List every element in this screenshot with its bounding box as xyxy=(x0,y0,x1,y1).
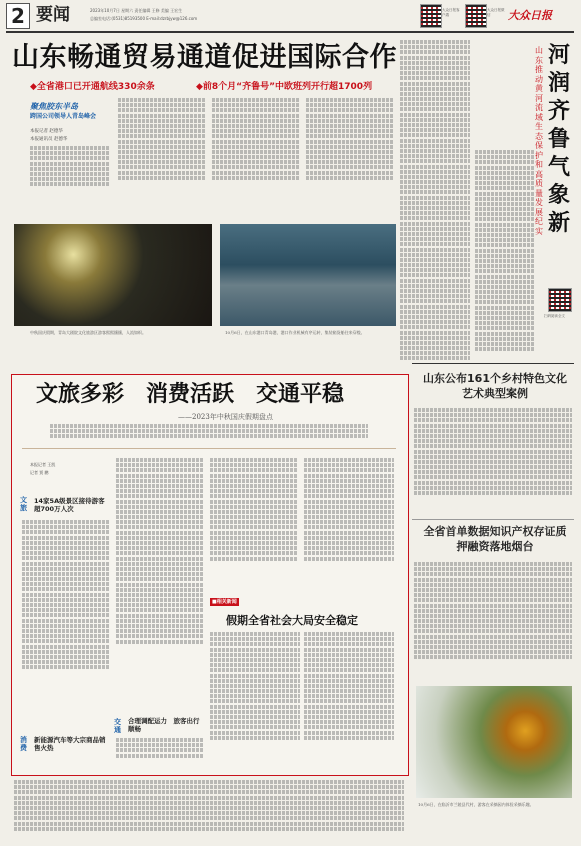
qr-caption-wechat: 大众日报微信 xyxy=(487,8,505,17)
right-rule-2 xyxy=(412,519,574,520)
side-qr-code[interactable] xyxy=(548,288,572,312)
side-body-col2 xyxy=(475,150,535,355)
kicker1-label: 文旅 xyxy=(20,496,27,512)
feature-divider xyxy=(22,448,396,449)
photo-orchard xyxy=(416,686,572,798)
lead-byline-1: 本报记者 赵德华 xyxy=(30,129,63,134)
bullet-icon: ◆ xyxy=(196,82,203,92)
related-title: 假期全省社会大局安全稳定 xyxy=(226,614,358,627)
lead-sub2-text: 前8个月“齐鲁号”中欧班列开行超1700列 xyxy=(202,82,373,92)
date-line: 2023年10月7日 星期六 责任编辑 王修 美编 王宏生 xyxy=(90,8,183,13)
section-name: 要闻 xyxy=(36,5,70,25)
feature-col4-body xyxy=(304,458,394,588)
lead-subhead-2 xyxy=(196,79,372,92)
photo-crowd xyxy=(14,224,212,326)
feature-col3-body xyxy=(210,458,298,588)
side-body-col1 xyxy=(400,40,470,360)
lead-tag: 聚焦胶东半岛 xyxy=(30,102,78,111)
feature-byline: 本报记者 王凯 xyxy=(30,462,56,467)
photo-port xyxy=(220,224,396,326)
feature-col2-tail xyxy=(116,738,204,766)
right-article1-headline: 山东公布161个乡村特色文化艺术典型案例 xyxy=(423,372,567,400)
right-article1-body xyxy=(414,408,572,514)
wechat-qr-code[interactable] xyxy=(465,4,487,28)
related-body-col2 xyxy=(304,632,394,762)
feature-intro xyxy=(50,424,368,444)
app-qr-code[interactable] xyxy=(420,4,442,28)
lead-body-col4 xyxy=(306,98,394,196)
right-rule-1 xyxy=(412,363,574,364)
side-headline: 河润齐鲁气象新 xyxy=(548,43,571,236)
right-article2-body xyxy=(414,562,572,682)
paper-logo: 大众日报 xyxy=(508,9,552,22)
contact-line: 总编室电话:(0531)85193500 E-mail:dzrbjyw@126.com xyxy=(90,16,198,21)
related-tag xyxy=(210,598,239,606)
right-article2-headline: 全省首单数据知识产权存证质押融资落地烟台 xyxy=(423,525,567,553)
side-qr-caption: 扫码阅读全文 xyxy=(544,314,565,318)
lead-body-col2 xyxy=(118,98,206,196)
kicker1-title: 14家5A级景区接待游客超700万人次 xyxy=(34,497,105,513)
masthead-rule xyxy=(6,31,574,33)
kicker2-label: 交通 xyxy=(114,718,121,734)
kicker3-title: 新能源汽车等大宗商品销售火热 xyxy=(34,736,106,752)
feature-editor: 记者 贾 鹏 xyxy=(30,470,49,475)
qr-caption-app: 大众日报客户端 xyxy=(442,8,460,17)
feature-col2-body xyxy=(116,458,204,686)
photo-caption-left: 中秋国庆假期，青岛大剧院文化旅游区游客熙熙攘攘，人流如织。 xyxy=(30,330,146,335)
page-number: 2 xyxy=(6,3,30,29)
lead-headline: 山东畅通贸易通道促进国际合作 xyxy=(12,42,397,73)
lead-sub1-text: 全省港口已开通航线330余条 xyxy=(36,82,155,92)
lead-body-col1 xyxy=(30,146,110,196)
lead-body-col3 xyxy=(212,98,300,196)
photo-caption-right: 10月6日，在山东港口青岛港，港口作业机械有序运转，集装箱货船往来穿梭。 xyxy=(225,330,365,335)
related-tag-text: 相关新闻 xyxy=(216,599,237,605)
lead-subhead-1 xyxy=(30,79,155,92)
right-photo-caption: 10月6日，在临沂市兰陵县代村，游客在采摘园内体验采摘乐趣。 xyxy=(418,802,534,807)
kicker2-title: 合理调配运力 旅客出行顺畅 xyxy=(128,717,200,733)
lead-byline-2: 本报通讯员 赵德华 xyxy=(30,137,68,142)
bottom-left-body xyxy=(14,780,404,840)
related-body-col1 xyxy=(210,632,300,762)
side-subhead: 山东推动黄河流域生态保护和高质量发展纪实 xyxy=(535,46,543,236)
bullet-icon: ◆ xyxy=(30,82,37,92)
feature-col1-body xyxy=(22,520,110,700)
square-icon: ■ xyxy=(212,599,217,605)
feature-subhead: ——2023年中秋国庆假期盘点 xyxy=(178,413,273,421)
lead-tag-sub: 跨国公司领导人青岛峰会 xyxy=(30,113,97,120)
feature-headline: 文旅多彩 消费活跃 交通平稳 xyxy=(36,382,345,407)
kicker3-label: 消费 xyxy=(20,736,27,752)
